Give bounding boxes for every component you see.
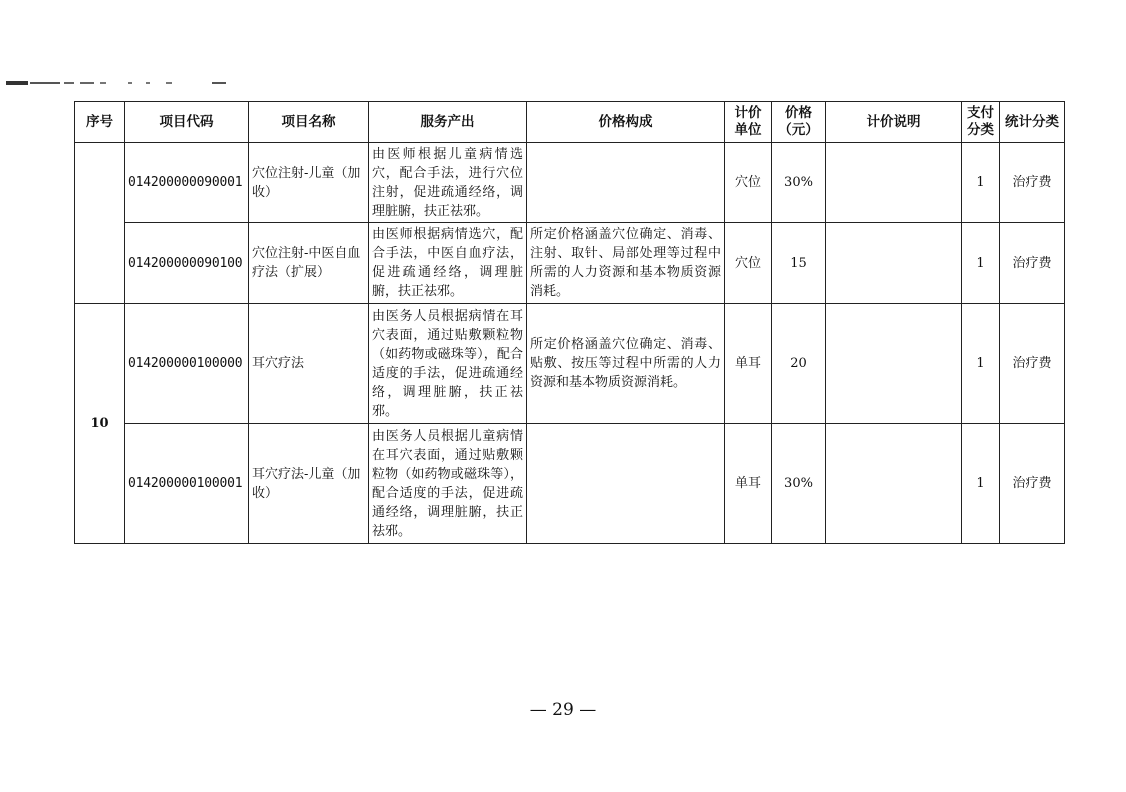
seq-cell-empty: [75, 143, 125, 304]
item-name: 耳穴疗法: [249, 304, 369, 424]
pricing-note: [826, 223, 962, 304]
price-value: 15: [772, 223, 826, 304]
item-code: 014200000090100: [125, 223, 249, 304]
price-value: 30%: [772, 143, 826, 223]
item-name: 耳穴疗法-儿童（加收）: [249, 424, 369, 544]
header-name: 项目名称: [249, 102, 369, 143]
pricing-note: [826, 424, 962, 544]
payment-class: 1: [962, 304, 1000, 424]
item-code: 014200000100000: [125, 304, 249, 424]
pricing-unit: 穴位: [725, 143, 772, 223]
table-row: [75, 304, 1065, 424]
pricing-unit: 穴位: [725, 223, 772, 304]
stat-class: 治疗费: [1000, 304, 1065, 424]
item-name: 穴位注射-儿童（加收）: [249, 143, 369, 223]
stat-class: 治疗费: [1000, 424, 1065, 544]
stat-class: 治疗费: [1000, 143, 1065, 223]
pricing-note: [826, 304, 962, 424]
table-row: [75, 143, 1065, 223]
seq-number: 10: [75, 304, 125, 544]
price-value: 30%: [772, 424, 826, 544]
payment-class: 1: [962, 424, 1000, 544]
price-composition: 所定价格涵盖穴位确定、消毒、注射、取针、局部处理等过程中所需的人力资源和基本物质资源消耗。: [527, 223, 725, 304]
service-output: 由医师根据儿童病情选穴，配合手法，进行穴位注射，促进疏通经络，调理脏腑，扶正祛邪。: [369, 143, 527, 223]
payment-class: 1: [962, 143, 1000, 223]
item-code: 014200000100001: [125, 424, 249, 544]
page-number: — 29 —: [529, 700, 597, 720]
stat-class: 治疗费: [1000, 223, 1065, 304]
item-code: 014200000090001: [125, 143, 249, 223]
pricing-note: [826, 143, 962, 223]
scan-artifact-mark: [6, 80, 226, 86]
header-note: 计价说明: [826, 102, 962, 143]
header-price: 价格（元）: [772, 102, 826, 143]
service-output: 由医务人员根据儿童病情在耳穴表面，通过贴敷颗粒物（如药物或磁珠等），配合适度的手法，促进疏通经络，调理脏腑，扶正祛邪。: [369, 424, 527, 544]
service-output: 由医务人员根据病情在耳穴表面，通过贴敷颗粒物（如药物或磁珠等），配合适度的手法，促进疏通经络，调理脏腑，扶正祛邪。: [369, 304, 527, 424]
item-name: 穴位注射-中医自血疗法（扩展）: [249, 223, 369, 304]
price-composition: [527, 143, 725, 223]
pricing-unit: 单耳: [725, 304, 772, 424]
header-payment: 支付分类: [962, 102, 1000, 143]
price-table: [74, 101, 1065, 544]
table-row: [75, 223, 1065, 304]
header-code: 项目代码: [125, 102, 249, 143]
header-composition: 价格构成: [527, 102, 725, 143]
header-service: 服务产出: [369, 102, 527, 143]
payment-class: 1: [962, 223, 1000, 304]
table-row: [75, 424, 1065, 544]
price-value: 20: [772, 304, 826, 424]
service-output: 由医师根据病情选穴，配合手法，中医自血疗法，促进疏通经络，调理脏腑，扶正祛邪。: [369, 223, 527, 304]
table-header: [75, 102, 1065, 143]
header-unit: 计价单位: [725, 102, 772, 143]
header-seq: 序号: [75, 102, 125, 143]
price-composition: [527, 424, 725, 544]
header-stat: 统计分类: [1000, 102, 1065, 143]
pricing-unit: 单耳: [725, 424, 772, 544]
price-composition: 所定价格涵盖穴位确定、消毒、贴敷、按压等过程中所需的人力资源和基本物质资源消耗。: [527, 304, 725, 424]
